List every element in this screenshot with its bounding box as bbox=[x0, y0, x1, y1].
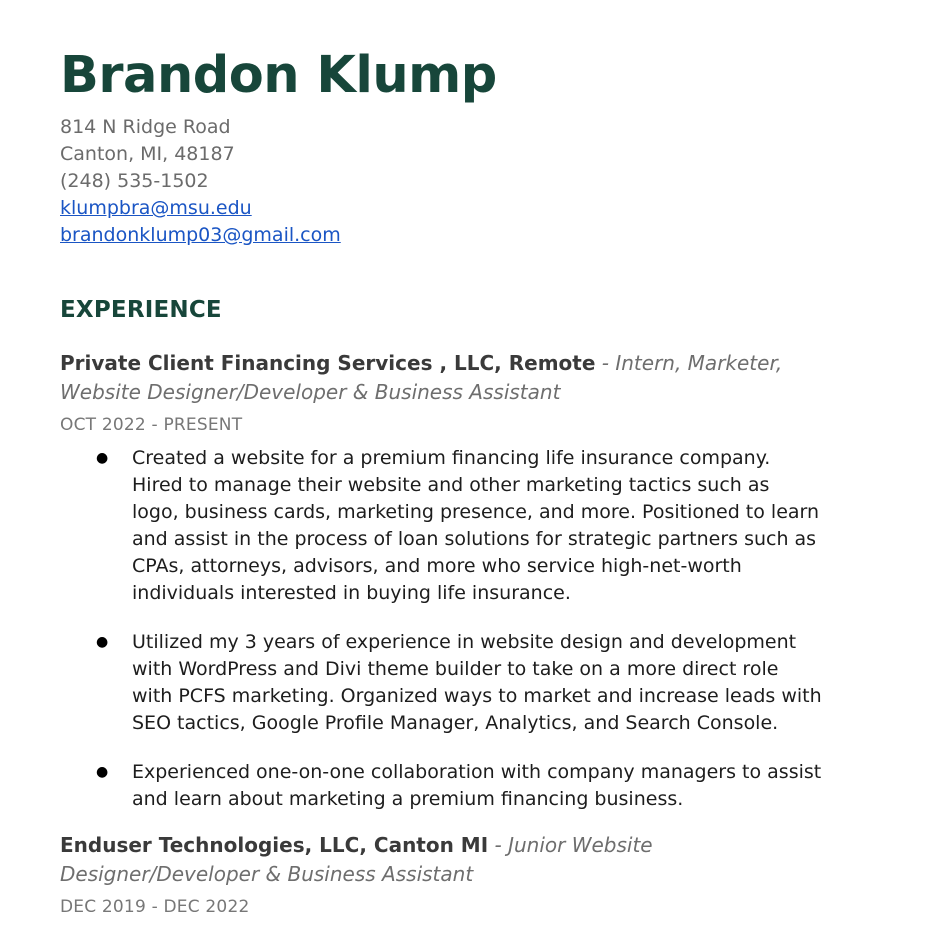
job-dates: OCT 2022 - PRESENT bbox=[60, 415, 243, 435]
list-item bbox=[60, 445, 822, 607]
job-organization: Private Client Financing Services , LLC, Remote bbox=[60, 351, 596, 375]
job-separator: - bbox=[595, 351, 616, 375]
list-item bbox=[60, 759, 822, 813]
job-role: Intern, Marketer, Website Designer/Developer & Business Assistant bbox=[60, 351, 783, 404]
email-personal-link[interactable]: brandonklump03@gmail.com bbox=[60, 224, 341, 246]
bullet-text: Created a website for a premium financing life insurance company. Hired to manage their website and other marketing tactics such as logo, business cards, marketing presence, and more. Positioned to learn and assist in the process of loan solutions for strategic partners such as CPAs, attorneys, advisors, and more who service high-net-worth individuals interested in buying life insurance. bbox=[132, 447, 820, 604]
job-header bbox=[60, 831, 830, 889]
bullet-text: Experienced one-on-one collaboration with company managers to assist and learn about marketing a premium financing business. bbox=[132, 761, 822, 810]
email-school-link[interactable]: klumpbra@msu.edu bbox=[60, 197, 252, 219]
experience-section-title: EXPERIENCE bbox=[60, 297, 222, 323]
list-item bbox=[60, 629, 822, 737]
phone-number: (248) 535-1502 bbox=[60, 170, 209, 192]
resume-name: Brandon Klump bbox=[60, 46, 497, 105]
job-entry-pcfs bbox=[60, 349, 830, 835]
job-bullet-list bbox=[60, 445, 830, 813]
job-organization: Enduser Technologies, LLC, Canton MI bbox=[60, 833, 489, 857]
job-separator: - bbox=[488, 833, 509, 857]
bullet-icon: ● bbox=[96, 764, 109, 780]
bullet-icon: ● bbox=[96, 634, 109, 650]
job-dates: DEC 2019 - DEC 2022 bbox=[60, 897, 250, 917]
job-role: Junior Website Designer/Developer & Business Assistant bbox=[60, 833, 653, 886]
address-line-1: 814 N Ridge Road bbox=[60, 116, 231, 138]
bullet-icon: ● bbox=[96, 450, 109, 466]
address-line-2: Canton, MI, 48187 bbox=[60, 143, 235, 165]
bullet-text: Utilized my 3 years of experience in website design and development with WordPress and Divi theme builder to take on a more direct role with PCFS marketing. Organized ways to market and increase leads with SEO tactics, Google Profile Manager, Analytics, and Search Console. bbox=[132, 631, 822, 734]
job-header bbox=[60, 349, 830, 407]
contact-block bbox=[60, 114, 341, 249]
job-entry-enduser bbox=[60, 831, 830, 917]
